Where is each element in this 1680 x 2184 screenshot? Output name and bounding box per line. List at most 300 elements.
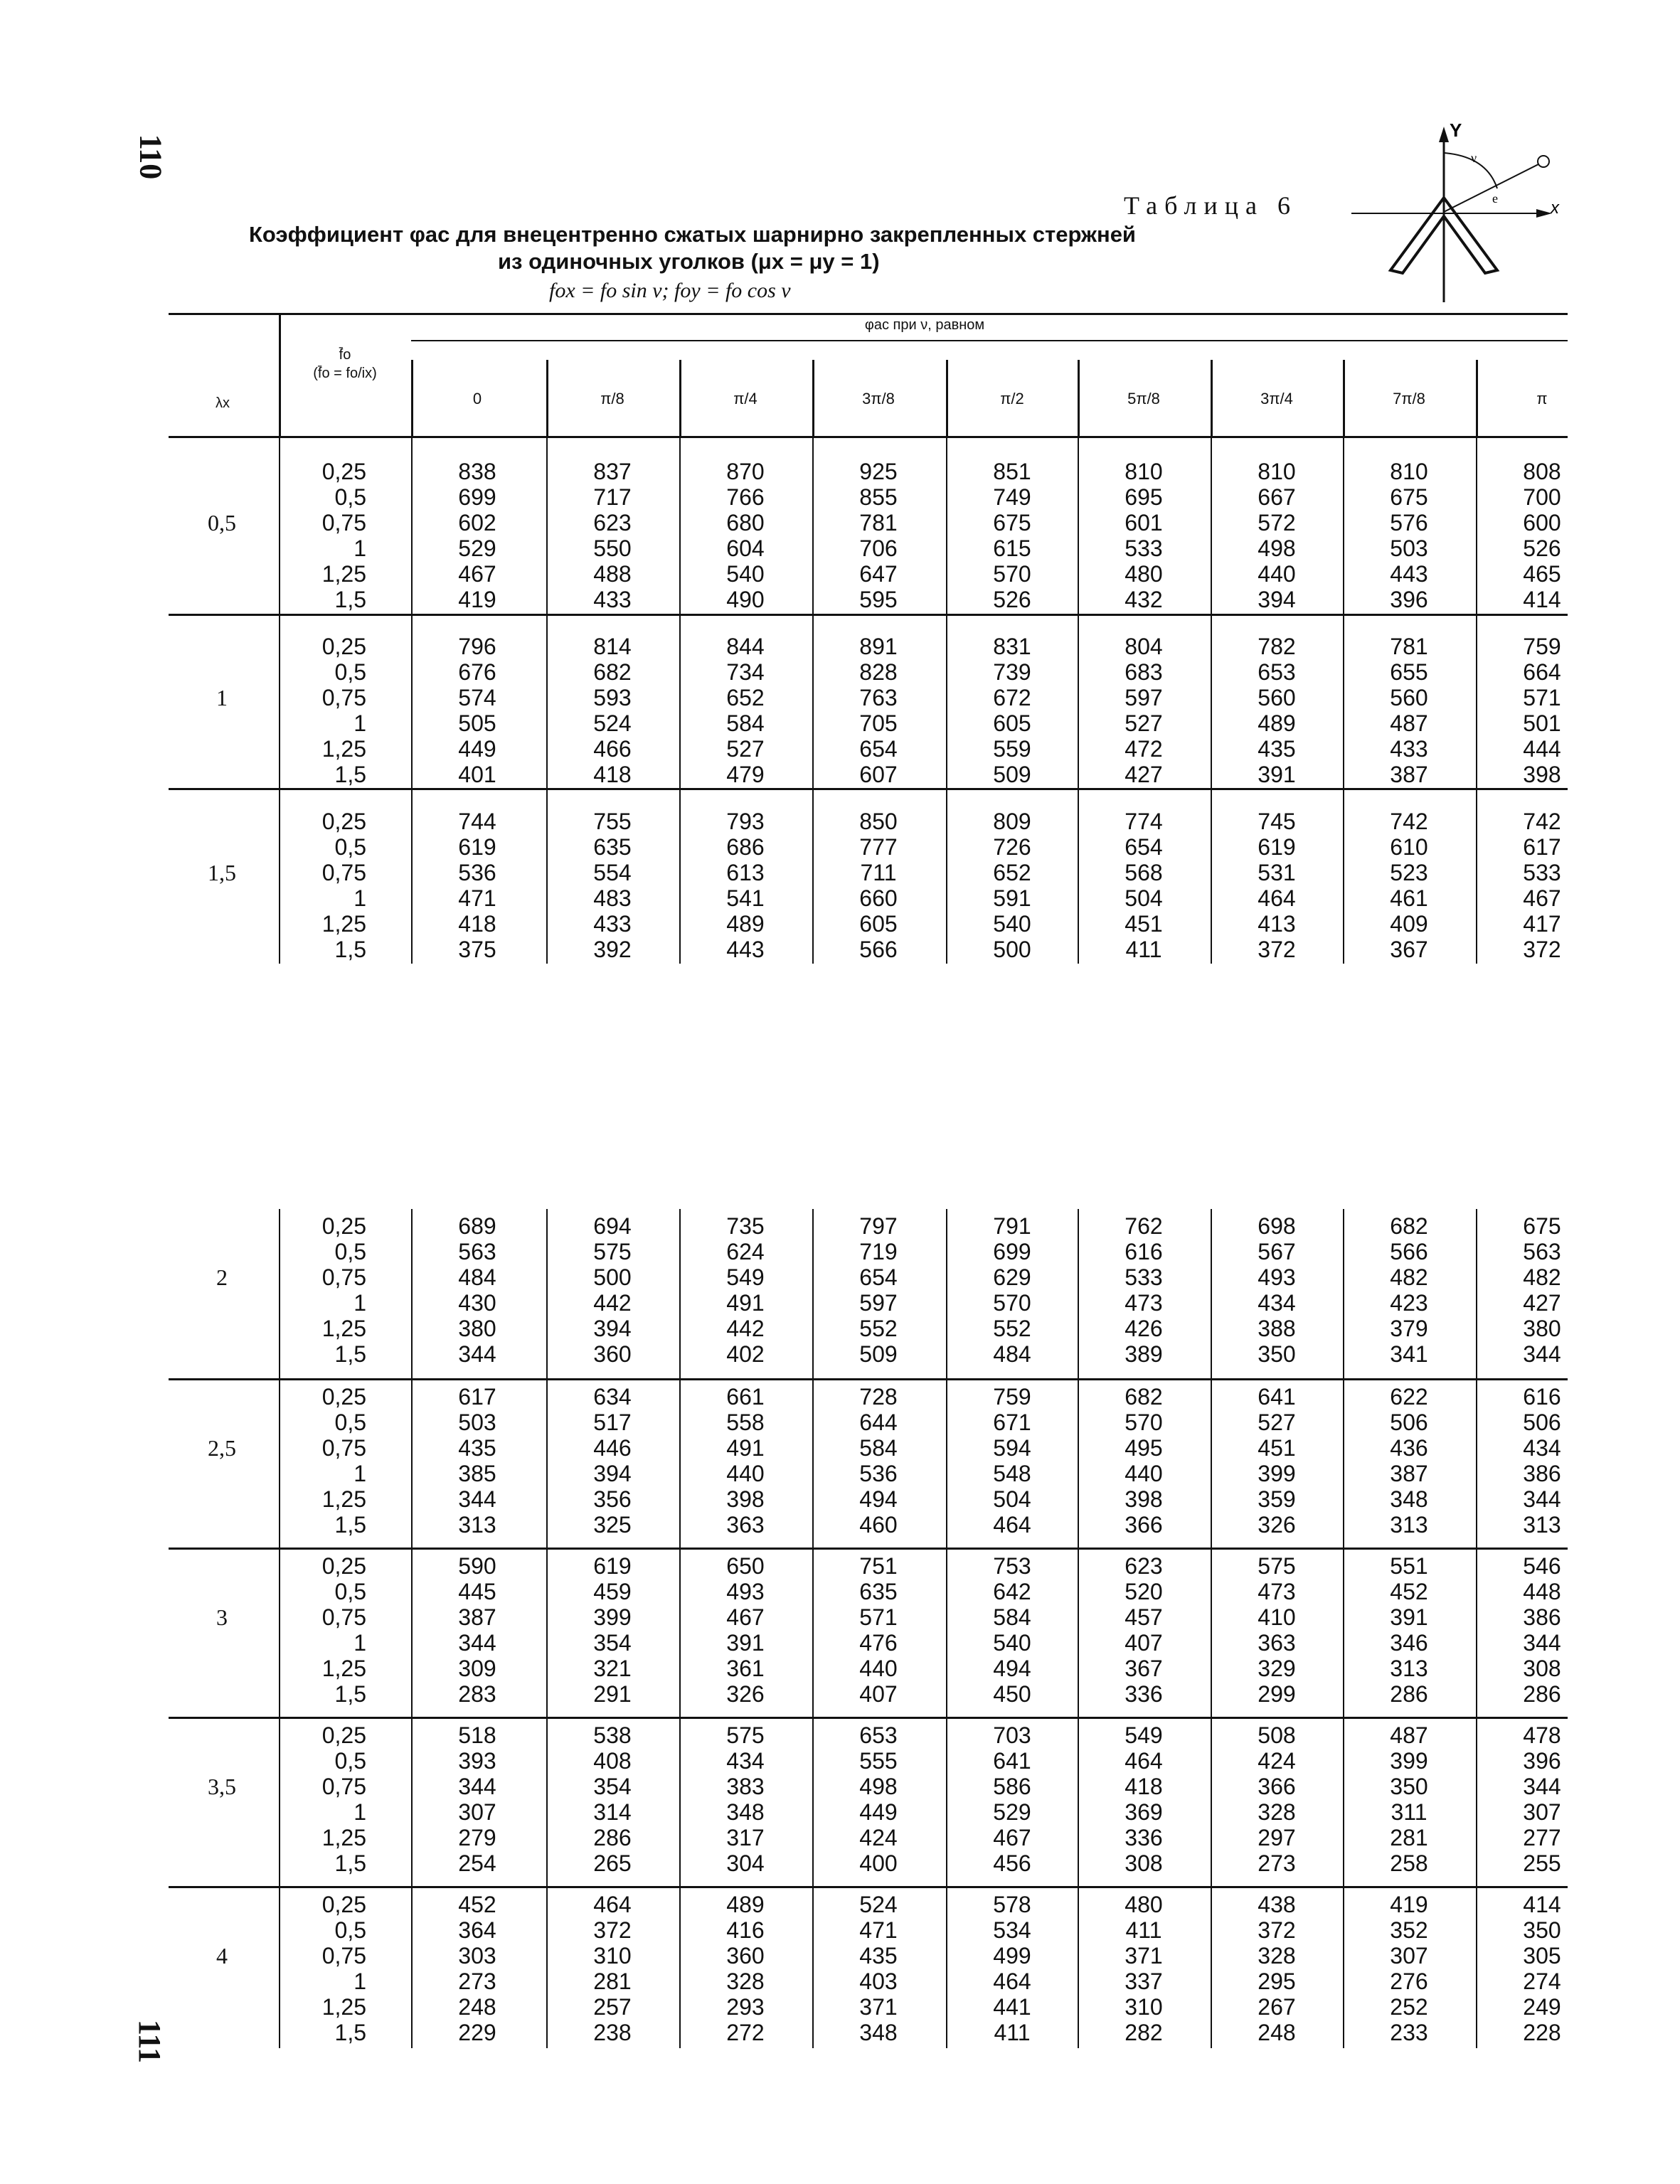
phi-value: 560 bbox=[1390, 685, 1428, 710]
header-column-rule bbox=[679, 360, 681, 436]
phi-value: 484 bbox=[993, 1341, 1031, 1367]
phi-value: 682 bbox=[1390, 1213, 1428, 1239]
phi-value: 286 bbox=[1523, 1681, 1561, 1707]
phi-value: 744 bbox=[458, 809, 496, 834]
phi-value: 314 bbox=[593, 1799, 632, 1825]
phi-value: 442 bbox=[726, 1316, 765, 1341]
phi-value: 499 bbox=[993, 1943, 1031, 1969]
phi-value: 671 bbox=[993, 1410, 1031, 1435]
f-value: 0,5 bbox=[334, 659, 366, 685]
table-title-formula: fox = fo sin v; foy = fo cos v bbox=[549, 279, 791, 302]
phi-value: 410 bbox=[1258, 1604, 1296, 1630]
phi-value: 434 bbox=[726, 1748, 765, 1774]
phi-value: 434 bbox=[1523, 1435, 1561, 1461]
phi-value: 549 bbox=[1125, 1722, 1163, 1748]
header-span-label: φac при ν, равном bbox=[864, 317, 985, 333]
f-values-column bbox=[267, 634, 366, 787]
phi-value: 398 bbox=[726, 1486, 765, 1512]
phi-value: 308 bbox=[1125, 1850, 1163, 1876]
phi-column-4 bbox=[947, 459, 1078, 612]
phi-value: 478 bbox=[1523, 1722, 1561, 1748]
phi-value: 517 bbox=[593, 1410, 632, 1435]
phi-value: 299 bbox=[1258, 1681, 1296, 1707]
phi-value: 500 bbox=[593, 1264, 632, 1290]
phi-column-7 bbox=[1344, 1722, 1474, 1876]
phi-value: 354 bbox=[593, 1774, 632, 1799]
phi-column-2 bbox=[680, 1892, 811, 2045]
phi-value: 265 bbox=[593, 1850, 632, 1876]
phi-value: 538 bbox=[593, 1722, 632, 1748]
phi-value: 467 bbox=[993, 1825, 1031, 1850]
phi-value: 432 bbox=[1125, 587, 1163, 612]
phi-value: 584 bbox=[993, 1604, 1031, 1630]
phi-value: 527 bbox=[1258, 1410, 1296, 1435]
phi-value: 650 bbox=[726, 1553, 765, 1579]
phi-value: 563 bbox=[458, 1239, 496, 1264]
phi-column-4 bbox=[947, 1722, 1078, 1876]
phi-value: 383 bbox=[726, 1774, 765, 1799]
column-rule bbox=[1476, 1209, 1477, 2048]
phi-value: 489 bbox=[726, 1892, 765, 1917]
phi-value: 360 bbox=[726, 1943, 765, 1969]
phi-value: 548 bbox=[993, 1461, 1031, 1486]
phi-value: 742 bbox=[1390, 809, 1428, 834]
phi-value: 554 bbox=[593, 860, 632, 885]
phi-value: 488 bbox=[593, 561, 632, 587]
phi-value: 248 bbox=[458, 1994, 496, 2020]
f-value: 0,5 bbox=[334, 1239, 366, 1264]
phi-value: 601 bbox=[1125, 510, 1163, 536]
phi-value: 398 bbox=[1125, 1486, 1163, 1512]
phi-value: 559 bbox=[993, 736, 1031, 762]
phi-value: 774 bbox=[1125, 809, 1163, 834]
phi-value: 411 bbox=[994, 2020, 1031, 2045]
f-value: 1,5 bbox=[334, 762, 366, 787]
f-value: 0,75 bbox=[321, 1774, 366, 1799]
phi-value: 552 bbox=[859, 1316, 898, 1341]
phi-value: 348 bbox=[726, 1799, 765, 1825]
phi-value: 699 bbox=[993, 1239, 1031, 1264]
f-values-column bbox=[267, 1892, 366, 2045]
phi-value: 749 bbox=[993, 484, 1031, 510]
phi-value: 676 bbox=[458, 659, 496, 685]
phi-value: 804 bbox=[1125, 634, 1163, 659]
phi-value: 310 bbox=[593, 1943, 632, 1969]
column-rule bbox=[679, 436, 681, 964]
phi-value: 810 bbox=[1258, 459, 1296, 484]
header-column-rule bbox=[1211, 360, 1213, 436]
phi-column-5 bbox=[1078, 634, 1209, 787]
phi-value: 348 bbox=[859, 2020, 898, 2045]
phi-value: 682 bbox=[593, 659, 632, 685]
phi-value: 619 bbox=[593, 1553, 632, 1579]
phi-value: 742 bbox=[1523, 809, 1561, 834]
header-top-rule bbox=[169, 313, 1568, 315]
phi-value: 536 bbox=[859, 1461, 898, 1486]
phi-value: 473 bbox=[1258, 1579, 1296, 1604]
group-separator bbox=[169, 788, 1568, 790]
phi-value: 399 bbox=[1258, 1461, 1296, 1486]
phi-value: 379 bbox=[1390, 1316, 1428, 1341]
f-value: 0,5 bbox=[334, 1579, 366, 1604]
column-rule bbox=[1211, 1209, 1212, 2048]
f-values-column bbox=[267, 1722, 366, 1876]
phi-value: 925 bbox=[859, 459, 898, 484]
phi-value: 360 bbox=[593, 1341, 632, 1367]
phi-value: 229 bbox=[458, 2020, 496, 2045]
phi-column-4 bbox=[947, 1213, 1078, 1367]
phi-value: 350 bbox=[1390, 1774, 1428, 1799]
phi-value: 274 bbox=[1523, 1969, 1561, 1994]
phi-value: 440 bbox=[726, 1461, 765, 1486]
phi-column-1 bbox=[547, 809, 678, 962]
phi-value: 566 bbox=[1390, 1239, 1428, 1264]
phi-value: 682 bbox=[1125, 1384, 1163, 1410]
phi-value: 541 bbox=[726, 885, 765, 911]
phi-value: 623 bbox=[593, 510, 632, 536]
phi-value: 471 bbox=[859, 1917, 898, 1943]
phi-value: 418 bbox=[458, 911, 496, 937]
span-underline bbox=[411, 340, 1568, 341]
column-rule bbox=[946, 436, 947, 964]
f-values-column bbox=[267, 1384, 366, 1538]
phi-value: 418 bbox=[593, 762, 632, 787]
phi-value: 739 bbox=[993, 659, 1031, 685]
phi-value: 467 bbox=[1523, 885, 1561, 911]
phi-value: 336 bbox=[1125, 1825, 1163, 1850]
header-column-rule bbox=[1343, 360, 1345, 436]
phi-value: 371 bbox=[859, 1994, 898, 2020]
phi-value: 568 bbox=[1125, 860, 1163, 885]
phi-value: 706 bbox=[859, 536, 898, 561]
phi-value: 329 bbox=[1258, 1656, 1296, 1681]
phi-value: 307 bbox=[458, 1799, 496, 1825]
phi-value: 503 bbox=[458, 1410, 496, 1435]
phi-value: 444 bbox=[1523, 736, 1561, 762]
phi-value: 698 bbox=[1258, 1213, 1296, 1239]
phi-value: 831 bbox=[993, 634, 1031, 659]
phi-value: 728 bbox=[859, 1384, 898, 1410]
phi-value: 652 bbox=[726, 685, 765, 710]
phi-value: 482 bbox=[1390, 1264, 1428, 1290]
phi-value: 328 bbox=[1258, 1943, 1296, 1969]
phi-column-1 bbox=[547, 459, 678, 612]
phi-value: 508 bbox=[1258, 1722, 1296, 1748]
phi-value: 680 bbox=[726, 510, 765, 536]
phi-value: 464 bbox=[593, 1892, 632, 1917]
phi-value: 623 bbox=[1125, 1553, 1163, 1579]
f-value: 1,5 bbox=[334, 1341, 366, 1367]
phi-column-2 bbox=[680, 634, 811, 787]
phi-column-0 bbox=[412, 809, 543, 962]
phi-value: 726 bbox=[993, 834, 1031, 860]
phi-value: 595 bbox=[859, 587, 898, 612]
lambda-value: 3,5 bbox=[208, 1774, 236, 1799]
f-values-column bbox=[267, 459, 366, 612]
header-column-rule bbox=[1078, 360, 1080, 436]
column-rule bbox=[1078, 1209, 1079, 2048]
phi-value: 653 bbox=[859, 1722, 898, 1748]
f-value: 1,25 bbox=[321, 1825, 366, 1850]
phi-value: 527 bbox=[1125, 710, 1163, 736]
phi-value: 396 bbox=[1523, 1748, 1561, 1774]
phi-column-4 bbox=[947, 1384, 1078, 1538]
phi-value: 480 bbox=[1125, 1892, 1163, 1917]
phi-value: 493 bbox=[726, 1579, 765, 1604]
phi-value: 711 bbox=[860, 860, 897, 885]
group-separator bbox=[169, 1886, 1568, 1888]
phi-value: 392 bbox=[593, 937, 632, 962]
phi-value: 540 bbox=[993, 1630, 1031, 1656]
angle-label: ν bbox=[1471, 151, 1477, 165]
phi-value: 734 bbox=[726, 659, 765, 685]
phi-value: 391 bbox=[726, 1630, 765, 1656]
phi-value: 641 bbox=[993, 1748, 1031, 1774]
column-rule bbox=[279, 436, 280, 964]
phi-value: 705 bbox=[859, 710, 898, 736]
column-rule bbox=[1343, 436, 1344, 964]
phi-value: 494 bbox=[993, 1656, 1031, 1681]
phi-value: 450 bbox=[993, 1681, 1031, 1707]
phi-value: 436 bbox=[1390, 1435, 1428, 1461]
phi-value: 654 bbox=[859, 1264, 898, 1290]
phi-value: 400 bbox=[859, 1850, 898, 1876]
phi-value: 529 bbox=[993, 1799, 1031, 1825]
phi-value: 634 bbox=[593, 1384, 632, 1410]
phi-value: 480 bbox=[1125, 561, 1163, 587]
phi-value: 844 bbox=[726, 634, 765, 659]
phi-value: 489 bbox=[726, 911, 765, 937]
phi-value: 387 bbox=[1390, 1461, 1428, 1486]
phi-value: 419 bbox=[458, 587, 496, 612]
phi-value: 440 bbox=[1125, 1461, 1163, 1486]
phi-value: 409 bbox=[1390, 911, 1428, 937]
phi-value: 448 bbox=[1523, 1579, 1561, 1604]
lambda-value: 4 bbox=[216, 1943, 228, 1969]
column-rule bbox=[411, 1209, 413, 2048]
phi-value: 336 bbox=[1125, 1681, 1163, 1707]
phi-value: 388 bbox=[1258, 1316, 1296, 1341]
phi-value: 781 bbox=[1390, 634, 1428, 659]
f-value: 1 bbox=[353, 1290, 366, 1316]
f-value: 0,75 bbox=[321, 1264, 366, 1290]
phi-value: 452 bbox=[458, 1892, 496, 1917]
phi-value: 393 bbox=[458, 1748, 496, 1774]
group-separator bbox=[169, 614, 1568, 616]
phi-value: 372 bbox=[1258, 937, 1296, 962]
phi-value: 574 bbox=[458, 685, 496, 710]
phi-value: 683 bbox=[1125, 659, 1163, 685]
phi-value: 590 bbox=[458, 1553, 496, 1579]
phi-value: 350 bbox=[1258, 1341, 1296, 1367]
phi-value: 759 bbox=[993, 1384, 1031, 1410]
phi-column-3 bbox=[813, 809, 944, 962]
f-value: 1,5 bbox=[334, 1681, 366, 1707]
phi-value: 371 bbox=[1125, 1943, 1163, 1969]
lambda-value: 3 bbox=[216, 1604, 228, 1630]
phi-value: 364 bbox=[458, 1917, 496, 1943]
lambda-value: 1,5 bbox=[208, 860, 236, 885]
phi-column-6 bbox=[1211, 809, 1342, 962]
phi-value: 328 bbox=[726, 1969, 765, 1994]
phi-value: 689 bbox=[458, 1213, 496, 1239]
phi-value: 344 bbox=[1523, 1630, 1561, 1656]
header-angle-1: π/8 bbox=[600, 390, 624, 407]
phi-value: 367 bbox=[1125, 1656, 1163, 1681]
phi-column-3 bbox=[813, 1553, 944, 1707]
phi-value: 344 bbox=[458, 1774, 496, 1799]
phi-value: 616 bbox=[1125, 1239, 1163, 1264]
phi-value: 367 bbox=[1390, 937, 1428, 962]
phi-column-7 bbox=[1344, 634, 1474, 787]
phi-value: 605 bbox=[993, 710, 1031, 736]
phi-value: 664 bbox=[1523, 659, 1561, 685]
phi-value: 460 bbox=[859, 1512, 898, 1538]
phi-value: 273 bbox=[1258, 1850, 1296, 1876]
phi-value: 891 bbox=[859, 634, 898, 659]
phi-value: 293 bbox=[726, 1994, 765, 2020]
phi-value: 546 bbox=[1523, 1553, 1561, 1579]
column-rule bbox=[812, 436, 814, 964]
phi-column-3 bbox=[813, 634, 944, 787]
phi-value: 394 bbox=[593, 1461, 632, 1486]
phi-value: 249 bbox=[1523, 1994, 1561, 2020]
phi-value: 356 bbox=[593, 1486, 632, 1512]
phi-column-8 bbox=[1477, 634, 1607, 787]
phi-value: 286 bbox=[1390, 1681, 1428, 1707]
phi-value: 394 bbox=[1258, 587, 1296, 612]
phi-value: 576 bbox=[1390, 510, 1428, 536]
phi-value: 385 bbox=[458, 1461, 496, 1486]
phi-value: 567 bbox=[1258, 1239, 1296, 1264]
phi-value: 348 bbox=[1390, 1486, 1428, 1512]
phi-value: 572 bbox=[1258, 510, 1296, 536]
phi-value: 642 bbox=[993, 1579, 1031, 1604]
phi-value: 520 bbox=[1125, 1579, 1163, 1604]
phi-value: 479 bbox=[726, 762, 765, 787]
phi-column-1 bbox=[547, 634, 678, 787]
phi-value: 500 bbox=[993, 937, 1031, 962]
f-values-column bbox=[267, 1213, 366, 1367]
phi-column-3 bbox=[813, 1892, 944, 2045]
column-rule bbox=[679, 1209, 681, 2048]
phi-value: 560 bbox=[1258, 685, 1296, 710]
phi-value: 610 bbox=[1390, 834, 1428, 860]
phi-value: 386 bbox=[1523, 1604, 1561, 1630]
phi-column-1 bbox=[547, 1213, 678, 1367]
header-angle-4: π/2 bbox=[1000, 390, 1024, 407]
phi-value: 675 bbox=[1523, 1213, 1561, 1239]
phi-column-0 bbox=[412, 1892, 543, 2045]
f-value: 0,5 bbox=[334, 484, 366, 510]
phi-value: 719 bbox=[859, 1239, 898, 1264]
column-rule bbox=[946, 1209, 947, 2048]
phi-value: 797 bbox=[859, 1213, 898, 1239]
phi-column-3 bbox=[813, 1722, 944, 1876]
phi-value: 491 bbox=[726, 1435, 765, 1461]
phi-value: 440 bbox=[1258, 561, 1296, 587]
phi-value: 419 bbox=[1390, 1892, 1428, 1917]
f-value: 1,25 bbox=[321, 1994, 366, 2020]
phi-column-5 bbox=[1078, 1553, 1209, 1707]
phi-value: 442 bbox=[593, 1290, 632, 1316]
phi-value: 344 bbox=[458, 1630, 496, 1656]
phi-value: 344 bbox=[458, 1341, 496, 1367]
phi-value: 476 bbox=[859, 1630, 898, 1656]
axis-x-label: x bbox=[1551, 198, 1559, 218]
phi-value: 635 bbox=[859, 1579, 898, 1604]
phi-value: 490 bbox=[726, 587, 765, 612]
phi-value: 466 bbox=[593, 736, 632, 762]
phi-value: 277 bbox=[1523, 1825, 1561, 1850]
phi-value: 313 bbox=[1390, 1656, 1428, 1681]
phi-value: 238 bbox=[593, 2020, 632, 2045]
f-value: 1 bbox=[353, 710, 366, 736]
phi-value: 281 bbox=[593, 1969, 632, 1994]
phi-value: 433 bbox=[593, 587, 632, 612]
phi-value: 851 bbox=[993, 459, 1031, 484]
phi-value: 328 bbox=[1258, 1799, 1296, 1825]
phi-value: 491 bbox=[726, 1290, 765, 1316]
phi-value: 482 bbox=[1523, 1264, 1561, 1290]
lambda-value: 0,5 bbox=[208, 510, 236, 536]
phi-value: 464 bbox=[1258, 885, 1296, 911]
phi-value: 506 bbox=[1390, 1410, 1428, 1435]
phi-value: 540 bbox=[993, 911, 1031, 937]
phi-value: 461 bbox=[1390, 885, 1428, 911]
phi-value: 810 bbox=[1125, 459, 1163, 484]
phi-value: 452 bbox=[1390, 1579, 1428, 1604]
phi-column-7 bbox=[1344, 809, 1474, 962]
phi-value: 755 bbox=[593, 809, 632, 834]
header-angle-3: 3π/8 bbox=[862, 390, 895, 407]
phi-value: 279 bbox=[458, 1825, 496, 1850]
phi-value: 313 bbox=[1390, 1512, 1428, 1538]
phi-value: 456 bbox=[993, 1850, 1031, 1876]
phi-value: 506 bbox=[1523, 1410, 1561, 1435]
header-column-rule bbox=[546, 360, 548, 436]
phi-column-4 bbox=[947, 1892, 1078, 2045]
phi-column-2 bbox=[680, 1722, 811, 1876]
phi-column-2 bbox=[680, 1553, 811, 1707]
phi-value: 566 bbox=[859, 937, 898, 962]
f-value: 0,75 bbox=[321, 1943, 366, 1969]
phi-value: 558 bbox=[726, 1410, 765, 1435]
phi-column-5 bbox=[1078, 809, 1209, 962]
phi-value: 615 bbox=[993, 536, 1031, 561]
phi-value: 667 bbox=[1258, 484, 1296, 510]
phi-value: 424 bbox=[859, 1825, 898, 1850]
phi-value: 793 bbox=[726, 809, 765, 834]
phi-value: 325 bbox=[593, 1512, 632, 1538]
phi-value: 644 bbox=[859, 1410, 898, 1435]
column-rule bbox=[1078, 436, 1079, 964]
phi-value: 814 bbox=[593, 634, 632, 659]
phi-value: 449 bbox=[458, 736, 496, 762]
phi-value: 641 bbox=[1258, 1384, 1296, 1410]
phi-value: 509 bbox=[859, 1341, 898, 1367]
phi-value: 467 bbox=[726, 1604, 765, 1630]
phi-value: 426 bbox=[1125, 1316, 1163, 1341]
phi-value: 435 bbox=[458, 1435, 496, 1461]
phi-value: 391 bbox=[1258, 762, 1296, 787]
phi-value: 810 bbox=[1390, 459, 1428, 484]
phi-value: 254 bbox=[458, 1850, 496, 1876]
column-rule bbox=[812, 1209, 814, 2048]
phi-value: 465 bbox=[1523, 561, 1561, 587]
phi-value: 411 bbox=[1125, 937, 1162, 962]
phi-value: 267 bbox=[1258, 1994, 1296, 2020]
